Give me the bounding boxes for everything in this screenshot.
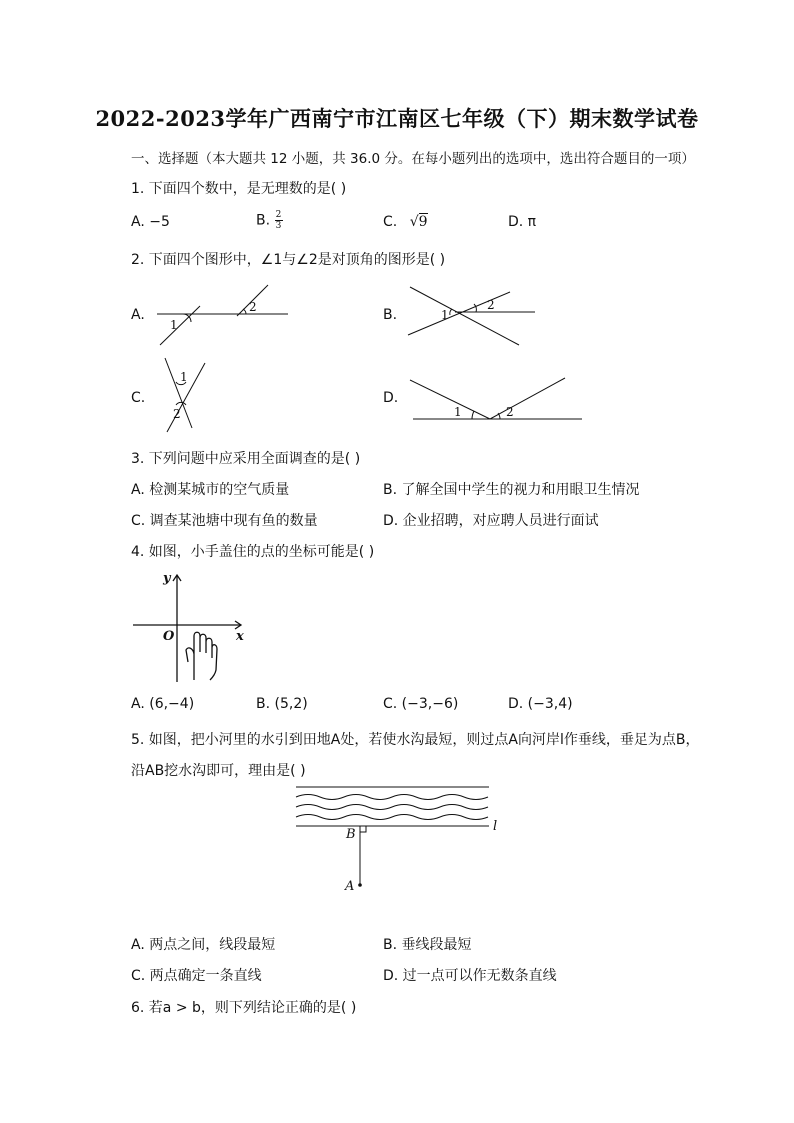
q4-option-d: D. (−3,4) — [508, 696, 573, 712]
q1-option-b-prefix: B. — [256, 212, 271, 229]
q2-option-d: D. — [383, 390, 399, 406]
label-l: l — [493, 819, 498, 834]
wave-2 — [296, 805, 488, 810]
q5-option-c: C. 两点确定一条直线 — [131, 968, 262, 984]
q5-stem-line1: 5. 如图，把小河里的水引到田地A处，若使水沟最短，则过点A向河岸l作垂线，垂足为点B， — [131, 732, 700, 748]
label-a: A — [345, 879, 355, 894]
q2-option-a: A. — [131, 307, 145, 323]
q2-a-angle1-label: 1 — [170, 318, 178, 332]
page-title: 2022-2023学年广西南宁市江南区七年级（下）期末数学试卷 — [95, 106, 699, 131]
wave-1 — [296, 795, 488, 800]
q5-option-a: A. 两点之间，线段最短 — [131, 937, 276, 953]
q2-a-angle2-label: 2 — [249, 300, 257, 314]
q1-option-a: A. −5 — [131, 214, 170, 230]
q2-c-angle1-label: 1 — [180, 370, 188, 384]
q2-b-angle2-label: 2 — [487, 298, 495, 312]
right-angle-mark — [360, 826, 366, 832]
q4-stem: 4. 如图，小手盖住的点的坐标可能是( ) — [131, 544, 375, 560]
q3-option-b: B. 了解全国中学生的视力和用眼卫生情况 — [383, 482, 640, 498]
x-axis-label: x — [236, 629, 244, 644]
q4-option-a: A. (6,−4) — [131, 696, 195, 712]
q3-stem: 3. 下列问题中应采用全面调查的是( ) — [131, 451, 361, 467]
q4-option-b: B. (5,2) — [256, 696, 308, 712]
sqrt-symbol: √9 — [409, 214, 428, 230]
q5-stem-line2: 沿AB挖水沟即可，理由是( ) — [131, 763, 306, 779]
q4-option-c: C. (−3,−6) — [383, 696, 459, 712]
section-heading: 一、选择题（本大题共 12 小题，共 36.0 分。在每小题列出的选项中，选出符合题目的一项） — [131, 151, 695, 167]
q3-option-a: A. 检测某城市的空气质量 — [131, 482, 290, 498]
q3-option-c: C. 调查某池塘中现有鱼的数量 — [131, 513, 318, 529]
origin-label: O — [163, 629, 175, 644]
point-a — [358, 883, 362, 887]
fraction-numerator: 2 — [275, 210, 282, 220]
q2-option-b: B. — [383, 307, 398, 323]
q3-option-d: D. 企业招聘，对应聘人员进行面试 — [383, 513, 599, 529]
q2-stem: 2. 下面四个图形中，∠1与∠2是对顶角的图形是( ) — [131, 252, 446, 268]
wave-3 — [296, 815, 488, 820]
q2-b-angle1-label: 1 — [441, 308, 449, 322]
radicand: 9 — [418, 214, 428, 230]
fraction-denominator: 3 — [275, 221, 282, 231]
q5-option-b: B. 垂线段最短 — [383, 937, 472, 953]
q5-option-d: D. 过一点可以作无数条直线 — [383, 968, 557, 984]
q2-option-c: C. — [131, 390, 146, 406]
y-axis-label: y — [163, 571, 171, 586]
q1-option-c-prefix: C. — [383, 214, 398, 230]
label-b: B — [346, 827, 356, 842]
q1-option-d: D. π — [508, 214, 537, 230]
q2-c-angle2-label: 2 — [173, 407, 181, 421]
q2-d-angle1-label: 1 — [454, 405, 462, 419]
q6-stem: 6. 若a > b，则下列结论正确的是( ) — [131, 1000, 357, 1016]
q2-d-angle2-label: 2 — [506, 405, 514, 419]
q1-stem: 1. 下面四个数中，是无理数的是( ) — [131, 181, 347, 197]
